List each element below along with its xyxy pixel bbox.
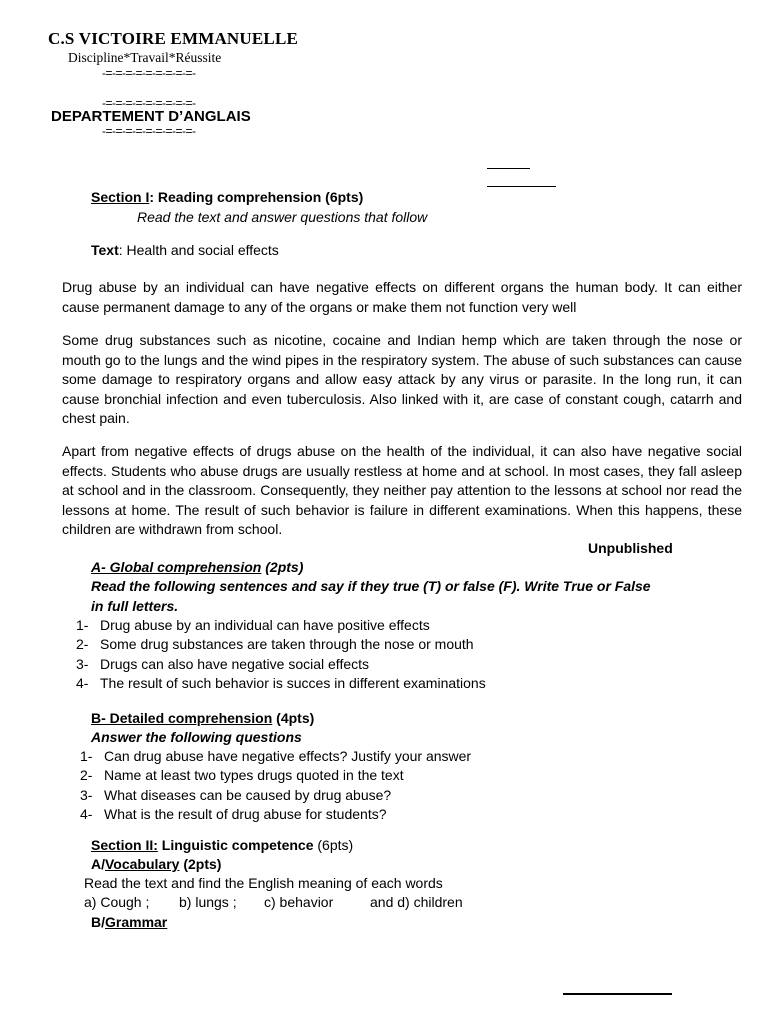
section1-instruction: Read the text and answer questions that follow — [137, 209, 428, 225]
item-text: What is the result of drug abuse for students? — [104, 806, 387, 822]
separator: -=-=-=-=-=-=-=-=-=- — [102, 66, 196, 80]
partB-label: B- Detailed comprehension — [91, 710, 273, 726]
blank-line — [487, 168, 530, 169]
text-label: Text — [91, 242, 119, 258]
blank-line — [487, 186, 556, 187]
list-item — [80, 766, 404, 786]
section1-label: Section I — [91, 189, 150, 205]
passage-paragraph-2: Some drug substances such as nicotine, cocaine and Indian hemp which are taken through the nose or mouth go to the lungs and the wind pipes in the respiratory system. The abuse of such substances can cause some damage to respiratory organs and allow easy attack by any virus or parasite. In the long run, it can cause bronchial infection and even tuberculosis. Also linked with it, are case of constant cough, catarrh and chest pain. — [62, 332, 742, 426]
department-title: DEPARTEMENT D’ANGLAIS — [51, 108, 251, 125]
item-number: 2- — [76, 636, 89, 652]
blank-line — [563, 993, 672, 995]
section2-heading — [91, 836, 353, 856]
item-number: 3- — [76, 656, 89, 672]
partB-pts: (4pts) — [272, 710, 315, 726]
school-name: C.S VICTOIRE EMMANUELLE — [48, 29, 299, 48]
item-text: Some drug substances are taken through the nose or mouth — [100, 636, 474, 652]
partA-instruction-1: Read the following sentences and say if they true (T) or false (F). Write True or False — [91, 578, 651, 594]
school-motto: Discipline*Travail*Réussite — [68, 50, 222, 65]
partA-heading — [91, 558, 303, 578]
vocabulary-word: a) Cough ; — [84, 894, 150, 910]
separator: -=-=-=-=-=-=-=-=-=- — [102, 124, 196, 138]
vocabulary-word: and d) children — [370, 894, 463, 910]
passage-paragraph-1: Drug abuse by an individual can have negative effects on different organs the human body. It can either cause permanent damage to any of the organs or make them not function very well — [62, 279, 742, 315]
unpublished-label: Unpublished — [588, 540, 673, 556]
section2-title: Linguistic competence — [157, 837, 314, 853]
item-text: Drug abuse by an individual can have positive effects — [100, 617, 430, 633]
separator: -=-=-=-=-=-=-=-=-=- — [102, 96, 196, 110]
section2-pts: (6pts) — [313, 837, 354, 853]
section1-heading — [91, 188, 363, 208]
list-item — [76, 655, 369, 675]
vocabulary-pts: (2pts) — [179, 856, 222, 872]
grammar-label: Grammar — [105, 914, 168, 930]
vocabulary-instruction: Read the text and find the English meaning of each words — [84, 875, 443, 891]
partB-heading — [91, 709, 314, 729]
item-text: What diseases can be caused by drug abuse? — [104, 787, 392, 803]
list-item — [76, 674, 486, 694]
partA-instruction-2: in full letters. — [91, 598, 179, 614]
item-number: 1- — [76, 617, 89, 633]
list-item — [80, 805, 387, 825]
vocabulary-prefix: A/ — [91, 856, 105, 872]
partA-label: A- Global comprehension — [91, 559, 262, 575]
vocabulary-heading — [91, 855, 221, 875]
vocabulary-word: c) behavior — [264, 894, 334, 910]
item-number: 2- — [80, 767, 93, 783]
section1-title: : Reading comprehension (6pts) — [149, 189, 364, 205]
partB-instruction: Answer the following questions — [91, 729, 302, 745]
passage-paragraph-3: Apart from negative effects of drugs abuse on the health of the individual, it can also have negative social effects. Students who abuse drugs are usually restless at home and at school. In most cases, they fall asleep at school and in the classroom. Consequently, they neither pay attention to the lessons at school nor read the lessons at home. The result of such behavior is failure in different examinations. When this happens, these children are withdrawn from school. — [62, 443, 742, 537]
list-item — [76, 635, 474, 655]
item-text: Can drug abuse have negative effects? Justify your answer — [104, 748, 472, 764]
vocabulary-label: Vocabulary — [105, 856, 180, 872]
list-item — [80, 747, 471, 767]
list-item — [76, 616, 430, 636]
item-number: 1- — [80, 748, 93, 764]
text-title — [91, 241, 279, 261]
section2-label: Section II: — [91, 837, 158, 853]
partA-pts: (2pts) — [261, 559, 304, 575]
text-title-value: : Health and social effects — [118, 242, 279, 258]
vocabulary-word: b) lungs ; — [179, 894, 237, 910]
item-text: Drugs can also have negative social effects — [100, 656, 370, 672]
item-number: 3- — [80, 787, 93, 803]
grammar-prefix: B/ — [91, 914, 105, 930]
item-number: 4- — [76, 675, 89, 691]
item-number: 4- — [80, 806, 93, 822]
item-text: The result of such behavior is succes in different examinations — [100, 675, 486, 691]
item-text: Name at least two types drugs quoted in the text — [104, 767, 404, 783]
grammar-heading — [91, 913, 167, 933]
list-item — [80, 786, 391, 806]
